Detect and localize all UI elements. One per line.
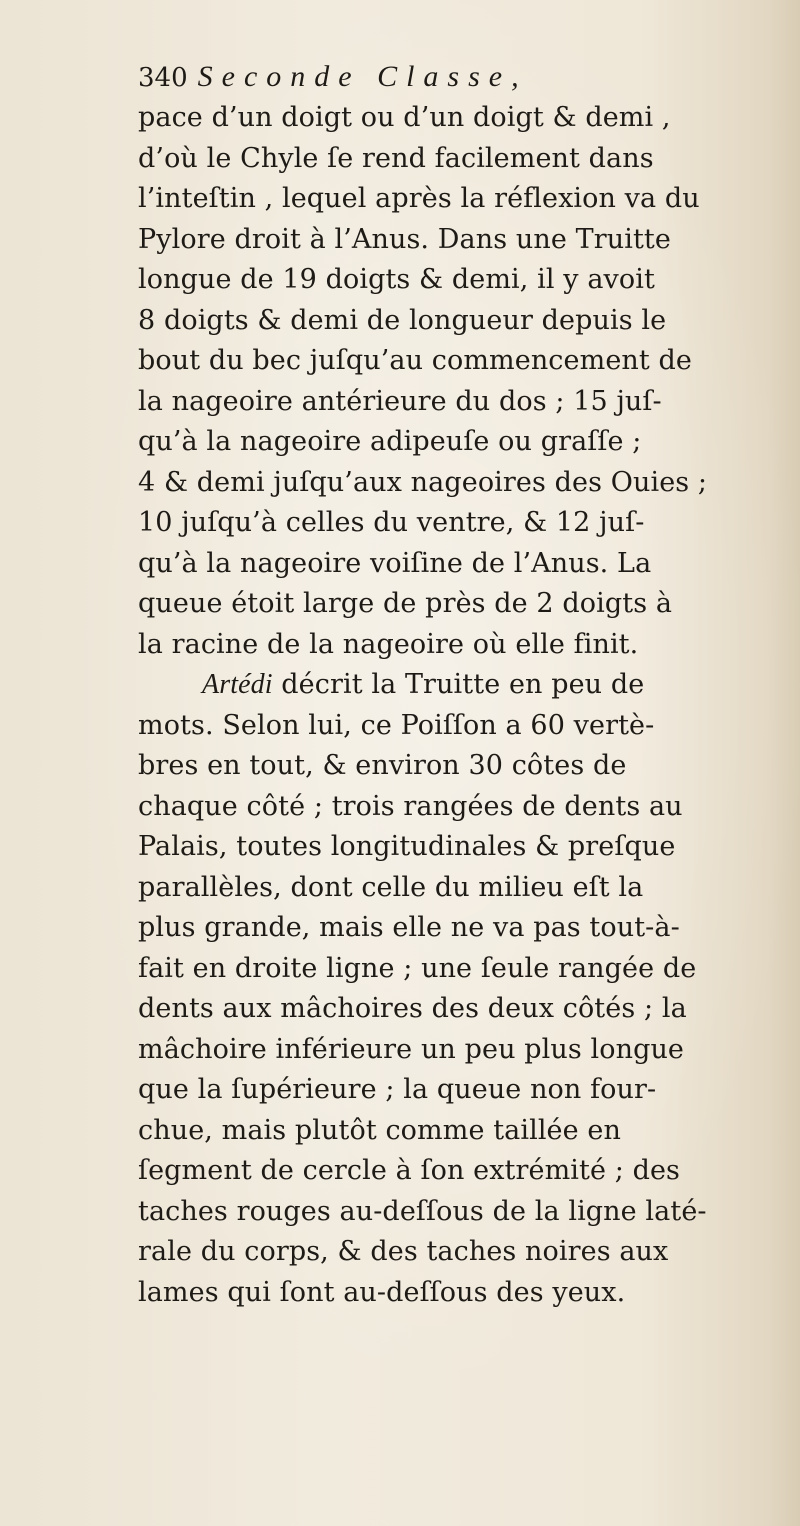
page-number: 340 [138, 63, 188, 93]
text-line: 10 juſqu’à celles du ventre, & 12 juſ- [138, 507, 645, 538]
paragraph-1 [138, 98, 786, 665]
text-line: bout du bec juſqu’au commencement de [138, 345, 692, 376]
text-line: d’où le Chyle ſe rend facilement dans [138, 142, 654, 174]
text-line: parallèles, dont celle du milieu eſt la [138, 871, 644, 903]
text-line-rest: décrit la Truitte en peu de [272, 669, 645, 700]
text-line: bres en tout, & environ 30 côtes de [138, 750, 627, 781]
text-line: qu’à la nageoire adipeuſe ou graſſe ; [138, 426, 642, 457]
text-line: ſegment de cercle à ſon extrémité ; des [138, 1155, 681, 1186]
text-line: l’inteſtin , lequel après la réflexion va du [138, 183, 700, 214]
text-line: lames qui ſont au-deſſous des yeux. [138, 1276, 626, 1308]
text-line: fait en droite ligne ; une ſeule rangée de [138, 952, 697, 984]
text-line: Palais, toutes longitudinales & preſque [138, 831, 676, 862]
author-name: Artédi [202, 669, 273, 700]
text-line: mâchoire inférieure un peu plus longue [138, 1033, 685, 1065]
text-line: dents aux mâchoires des deux côtés ; la [138, 993, 687, 1024]
text-line: la nageoire antérieure du dos ; 15 juſ- [138, 385, 662, 417]
running-title: Seconde Classe, [197, 60, 528, 93]
text-line: chue, mais plutôt comme taillée en [138, 1114, 621, 1146]
text-line: longue de 19 doigts & demi, il y avoit [138, 264, 655, 295]
text-line: rale du corps, & des taches noires aux [138, 1236, 669, 1267]
text-line: mots. Selon lui, ce Poiſſon a 60 vertè- [138, 709, 655, 741]
text-line: que la ſupérieure ; la queue non four- [138, 1074, 657, 1105]
text-line: qu’à la nageoire voiſine de l’Anus. La [138, 547, 652, 579]
text-line: chaque côté ; trois rangées de dents au [138, 790, 683, 822]
text-line: queue étoit large de près de 2 doigts à [138, 588, 673, 619]
running-head [138, 56, 786, 98]
text-line: pace d’un doigt ou d’un doigt & demi , [138, 102, 671, 133]
text-block [138, 56, 786, 1313]
text-line: 4 & demi juſqu’aux nageoires des Ouies ; [138, 466, 708, 498]
text-line: 8 doigts & demi de longueur depuis le [138, 304, 667, 336]
text-line: la racine de la nageoire où elle finit. [138, 628, 639, 660]
text-line [138, 665, 786, 706]
paragraph-2 [138, 665, 786, 1313]
text-line: Pylore droit à l’Anus. Dans une Truitte [138, 223, 671, 255]
text-line: plus grande, mais elle ne va pas tout-à- [138, 912, 680, 943]
text-line: taches rouges au-deſſous de la ligne laté- [138, 1195, 707, 1227]
